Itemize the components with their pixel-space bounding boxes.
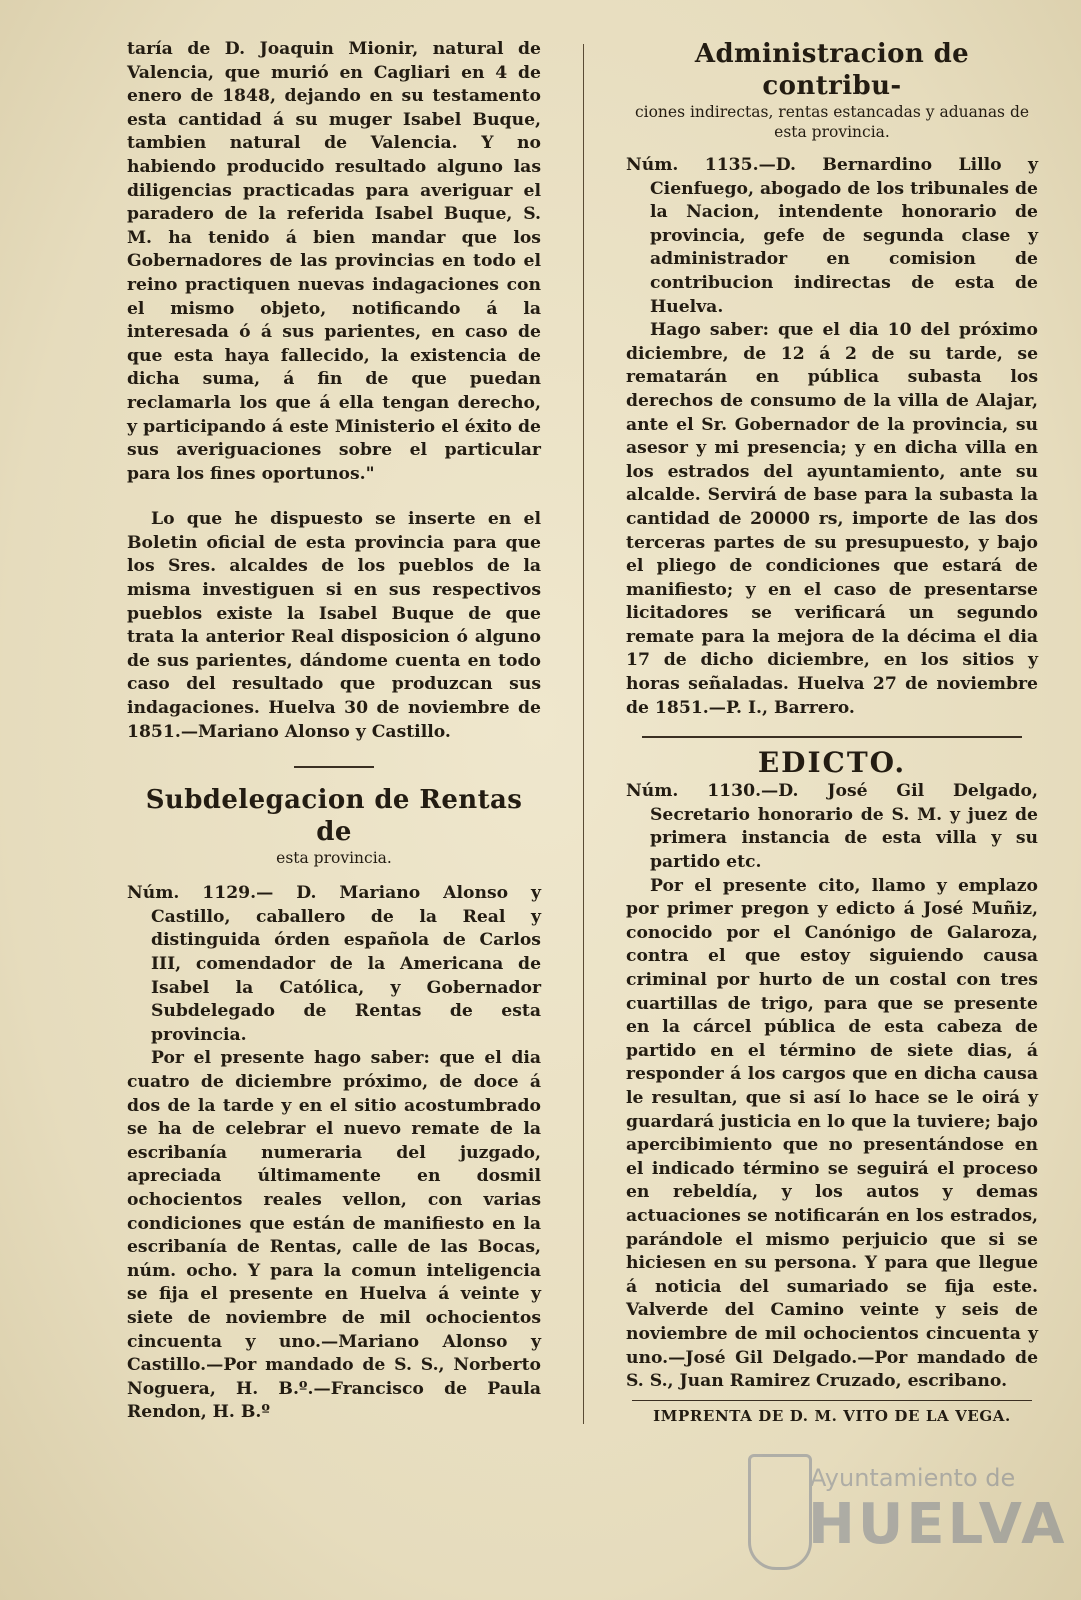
imprint-line: IMPRENTA DE D. M. VITO DE LA VEGA.: [653, 1406, 1011, 1425]
watermark-line2: HUELVA: [808, 1492, 1068, 1557]
edict-title: EDICTO.: [757, 746, 907, 780]
entry-body-1135: Hago saber: que el dia 10 del próximo diciembre, de 12 á 2 de su tarde, se rematarán en pública subasta los derechos de consumo de la villa de Alajar, ante el Sr. Gobernador de la provincia, su asesor y mi presencia; y en dicha villa en los estrados del ayuntamiento, ante su alcalde. Servirá de base para la subasta la cantidad de 20000 rs, importe de las dos terceras partes de su presupuesto, y bajo el pliego de condiciones que estará de manifiesto; y en el caso de presentarse licitadores se verificará un segundo remate para la mejora de la décima el dia 17 de dicho diciembre, en los sitios y horas señaladas. Huelva 27 de noviembre de 1851.—P. I., Barrero.: [626, 320, 1038, 718]
entry-body-1129: Por el presente hago saber: que el dia cuatro de diciembre próximo, de doce á dos de la tarde y en el sitio acostumbrado se ha de celebrar el nuevo remate de la escribanía numeraria del juzgado, apreciada últimamente en dosmil ochocientos reales vellon, con varias condiciones que están de manifiesto en la escribanía de Rentas, calle de las Bocas, núm. ocho. Y para la comun inteligencia se fija el presente en Huelva á veinte y siete de noviembre de mil ochocientos cincuenta y uno.—Mariano Alonso y Castillo.—Por mandado de S. S., Norberto Noguera, H. B.º.—Francisco de Paula Rendon, H. B.º: [127, 1048, 541, 1423]
watermark-logo: [740, 1450, 1070, 1580]
edict-body: Por el presente cito, llamo y emplazo por primer pregon y edicto á José Muñiz, conocido por el Canónigo de Galaroza, contra el que estoy siguiendo causa criminal por hurto de un costal con tres cuartillas de trigo, para que se presente en la cárcel pública de esta cabeza de partido en el término de siete dias, á responder á los cargos que en dicha causa le resultan, que si así lo hace se le oirá y guardará justicia en lo que la tuviere; bajo apercibimiento que no presentándose en el indicado término se seguirá el proceso en rebeldía, y los autos y demas actuaciones se notificarán en los estrados, parándole el mismo perjuicio que si se hiciesen en su persona. Y para que llegue á noticia del sumariado se fija este. Valverde del Camino veinte y seis de noviembre de mil ochocientos cincuenta y uno.—José Gil Delgado.—Por mandado de S. S., Juan Ramirez Cruzado, escribano.: [626, 875, 1038, 1392]
section-title-contribuciones: Administracion de contribu-: [694, 39, 970, 101]
watermark-line1: Ayuntamiento de: [810, 1464, 1016, 1492]
edict-header: Núm. 1130.—D. José Gil Delgado, Secretario honorario de S. M. y juez de primera instancia de esta villa y su partido etc.: [626, 781, 1038, 873]
order-text: Lo que he dispuesto se inserte en el Boletin oficial de esta provincia para que los Sres. alcaldes de los pueblos de la misma investiguen si en sus respectivos pueblos existe la Isabel Buque de que trata la anterior Real disposicion ó alguno de sus parientes, dándome cuenta en todo caso del resultado que produzcan sus indagaciones. Huelva 30 de noviembre de 1851.—Mariano Alonso y Castillo.: [127, 509, 541, 742]
entry-header-1135: Núm. 1135.—D. Bernardino Lillo y Cienfuego, abogado de los tribunales de la Nacion, intendente honorario de provincia, gefe de segunda clase y administrador en comision de contribucion indirectas de esta de Huelva.: [626, 155, 1038, 317]
shield-icon: [748, 1454, 812, 1570]
continued-text: taría de D. Joaquin Mionir, natural de Valencia, que murió en Cagliari en 4 de enero de 1848, dejando en su testamento esta cantidad á su muger Isabel Buque, tambien natural de Valencia. Y no habiendo producido resultado alguno las diligencias practicadas para averiguar el paradero de la referida Isabel Buque, S. M. ha tenido á bien mandar que los Gobernadores de las provincias en todo el reino practiquen nuevas indagaciones con el mismo objeto, notificando á la interesada ó á sus parientes, en caso de que esta haya fallecido, la existencia de dicha suma, á fin de que puedan reclamarla los que á ella tengan derecho, y participando á este Ministerio el éxito de sus averiguaciones sobre el particular para los fines oportunos.": [127, 39, 541, 484]
entry-header-1129: Núm. 1129.— D. Mariano Alonso y Castillo, caballero de la Real y distinguida órden española de Carlos III, comendador de la Americana de Isabel la Católica, y Gobernador Subdelegado de Rentas de esta provincia.: [127, 883, 541, 1045]
section-subtitle-rentas: esta provincia.: [276, 849, 392, 868]
section-title-rentas: Subdelegacion de Rentas de: [145, 785, 523, 848]
left-column: [127, 38, 541, 1425]
column-divider: [583, 44, 584, 1424]
right-column: [626, 38, 1038, 1428]
section-subtitle-contribuciones: ciones indirectas, rentas estancadas y aduanas de esta provincia.: [634, 103, 1030, 141]
